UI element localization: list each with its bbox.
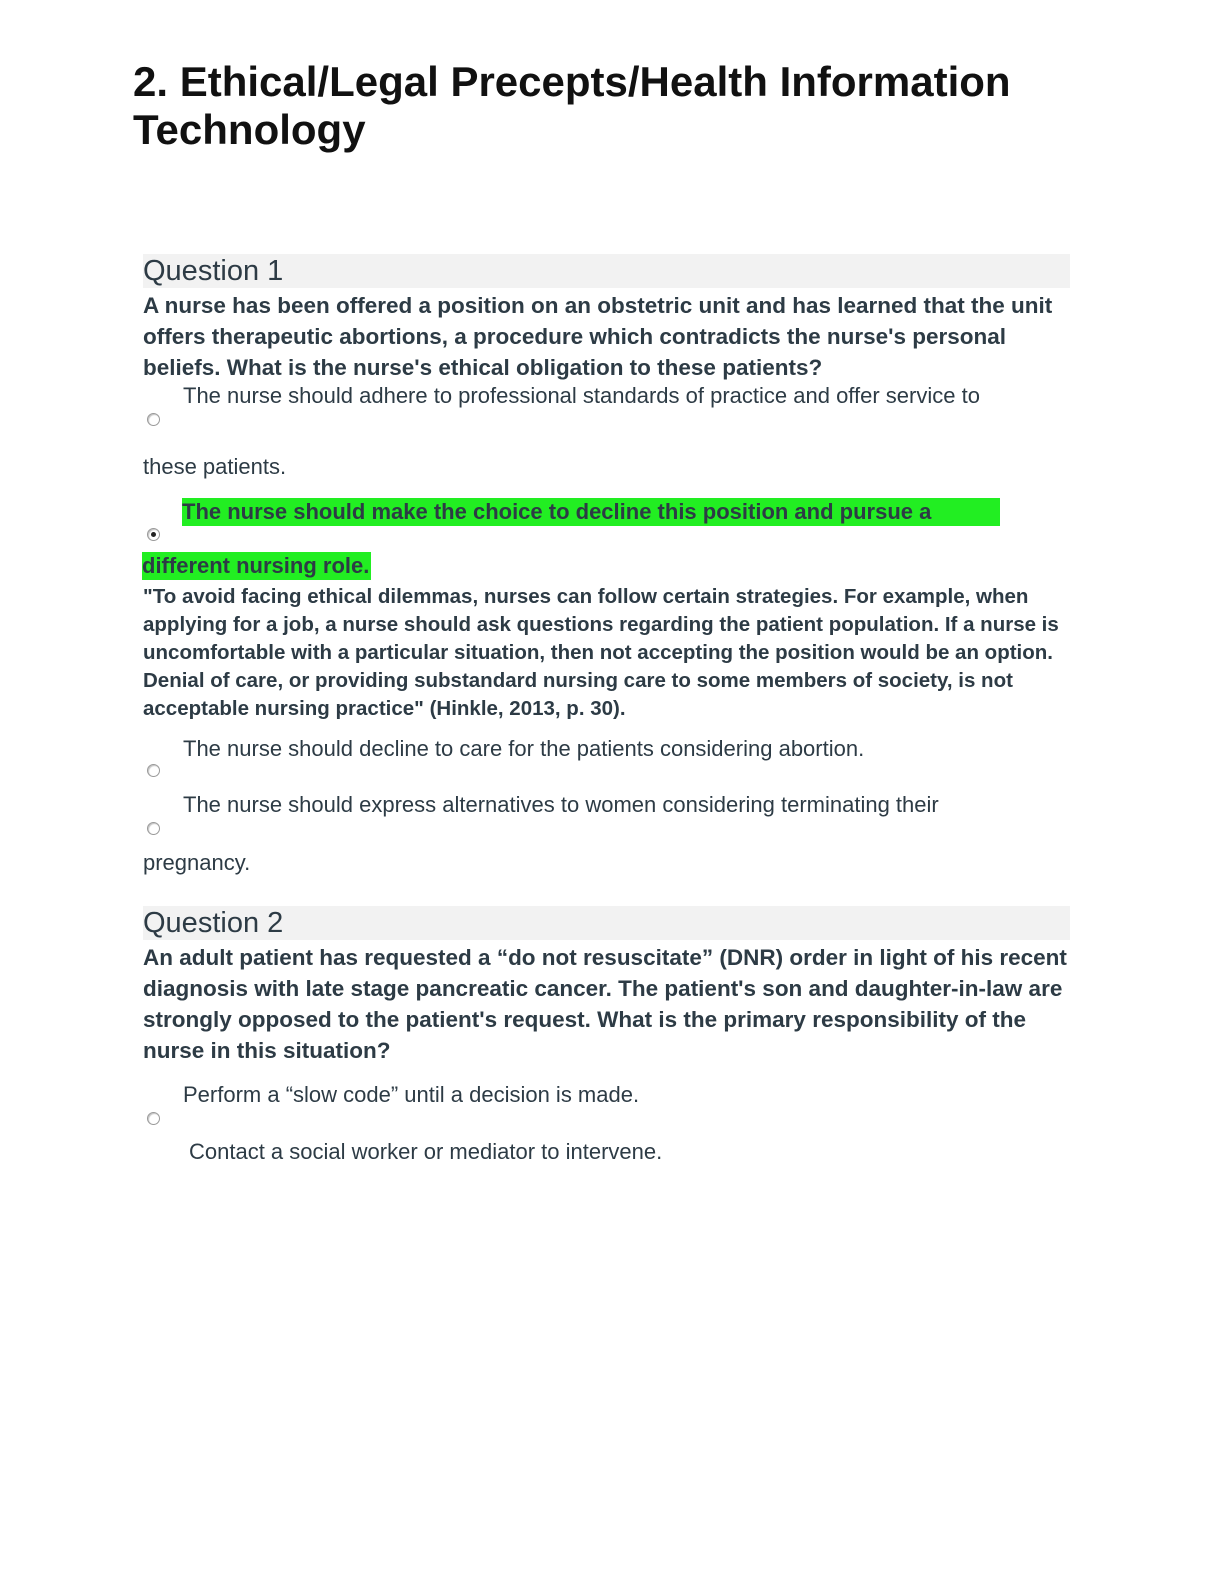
answer-1a-line2: these patients. bbox=[143, 454, 287, 479]
answer-2a-line1: Perform a “slow code” until a decision is made. bbox=[183, 1082, 640, 1107]
question-1-text: A nurse has been offered a position on an obstetric unit and has learned that the unit offers therapeutic abortions, a procedure which contradicts the nurse's personal beliefs. What is the nurse's ethical obligation to these patients? bbox=[143, 293, 1053, 380]
question-1-header bbox=[143, 254, 1070, 288]
page-title: 2. Ethical/Legal Precepts/Health Information Technology bbox=[133, 58, 1011, 153]
answer-1d-line1: The nurse should express alternatives to women considering terminating their bbox=[183, 792, 939, 817]
radio-button-1b-selected[interactable] bbox=[147, 528, 160, 541]
answer-1b-line1: The nurse should make the choice to decline this position and pursue a bbox=[182, 498, 1000, 526]
radio-button-1c[interactable] bbox=[147, 764, 160, 777]
radio-button-1d[interactable] bbox=[147, 822, 160, 835]
question-2-text: An adult patient has requested a “do not resuscitate” (DNR) order in light of his recent diagnosis with late stage pancreatic cancer. The patient's son and daughter-in-law are strongly opposed to the patient's request. What is the primary responsibility of the nurse in this situation? bbox=[143, 945, 1067, 1063]
answer-1a-line1: The nurse should adhere to professional standards of practice and offer service to bbox=[183, 383, 980, 408]
question-2-label: Question 2 bbox=[143, 907, 284, 939]
answer-1d-line2: pregnancy. bbox=[143, 850, 251, 875]
answer-2b-line1: Contact a social worker or mediator to intervene. bbox=[189, 1139, 663, 1164]
answer-feedback: "To avoid facing ethical dilemmas, nurses can follow certain strategies. For example, when applying for a job, a nurse should ask questions regarding the patient population. If a nurse is uncomfortable with a particular situation, then not accepting the position would be an option. Denial of care, or providing substandard nursing care to some members of society, is not acceptable nursing practice" (Hinkle, 2013, p. 30). bbox=[143, 585, 1059, 720]
question-2-header bbox=[143, 906, 1070, 940]
radio-button-2a[interactable] bbox=[147, 1112, 160, 1125]
question-1-label: Question 1 bbox=[143, 255, 284, 287]
answer-1b-line2: different nursing role. bbox=[142, 553, 370, 578]
radio-button-1a[interactable] bbox=[147, 413, 160, 426]
answer-1c-line1: The nurse should decline to care for the patients considering abortion. bbox=[183, 736, 865, 761]
